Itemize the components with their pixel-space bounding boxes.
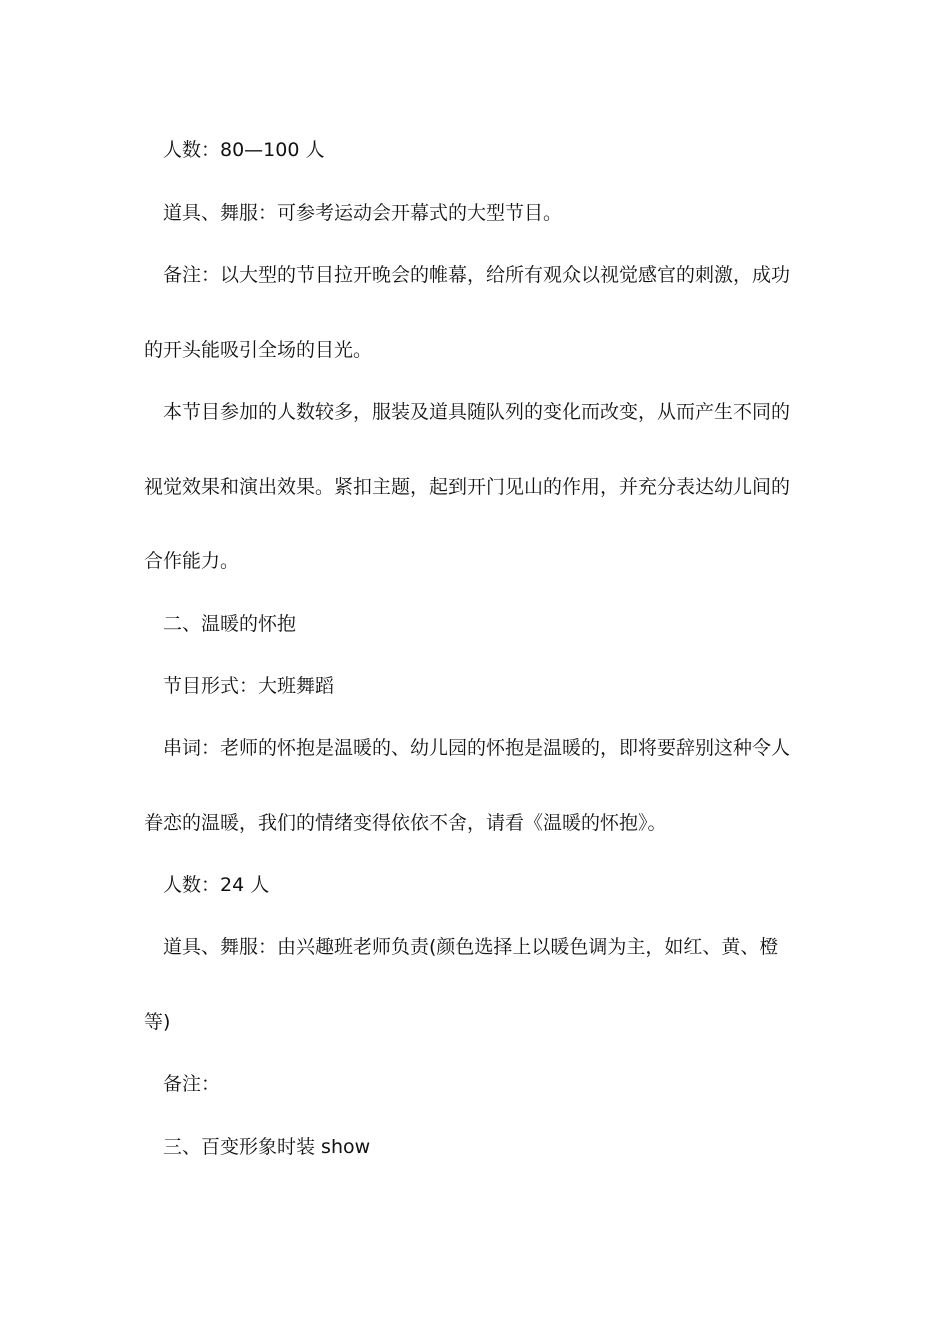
paragraph-line-description-cont-1: 视觉效果和演出效果。紧扣主题，起到开门见山的作用，并充分表达幼儿间的	[144, 476, 791, 498]
section-heading-3: 三、百变形象时装 show	[163, 1136, 371, 1158]
paragraph-line-headcount-2: 人数：24 人	[163, 874, 270, 896]
paragraph-line-props-1: 道具、舞服：可参考运动会开幕式的大型节目。	[163, 202, 563, 224]
section-heading-2: 二、温暖的怀抱	[163, 613, 297, 635]
paragraph-line-description-cont-2: 合作能力。	[144, 550, 240, 572]
paragraph-line-headcount-1: 人数：80—100 人	[163, 139, 325, 161]
paragraph-line-props-2: 道具、舞服：由兴趣班老师负责(颜色选择上以暖色调为主，如红、黄、橙	[163, 936, 779, 958]
paragraph-line-host-script-cont: 眷恋的温暖，我们的情绪变得依依不舍，请看《温暖的怀抱》。	[144, 812, 667, 834]
paragraph-line-notes-1: 备注：以大型的节目拉开晚会的帷幕，给所有观众以视觉感官的刺激，成功	[163, 264, 791, 286]
paragraph-line-notes-1-cont: 的开头能吸引全场的目光。	[144, 339, 373, 361]
paragraph-line-host-script: 串词：老师的怀抱是温暖的、幼儿园的怀抱是温暖的，即将要辞别这种令人	[163, 737, 791, 759]
paragraph-line-program-form: 节目形式：大班舞蹈	[163, 675, 335, 697]
paragraph-line-props-2-cont: 等)	[144, 1011, 171, 1033]
paragraph-line-description: 本节目参加的人数较多，服装及道具随队列的变化而改变，从而产生不同的	[163, 401, 791, 423]
paragraph-line-notes-2: 备注：	[163, 1073, 221, 1095]
